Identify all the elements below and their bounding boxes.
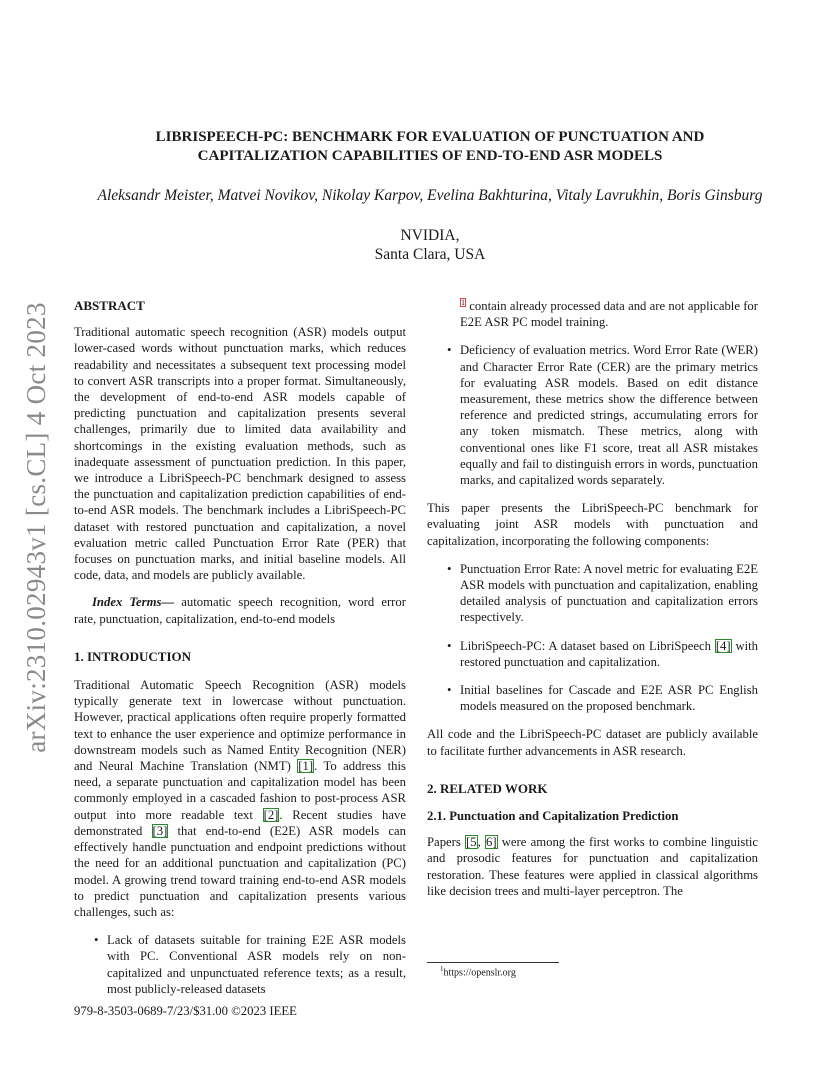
bullet-marker: • [447, 683, 452, 698]
intro-heading: 1. INTRODUCTION [74, 648, 192, 664]
index-terms [74, 594, 406, 626]
right-column [427, 298, 758, 899]
bullet-marker: • [447, 638, 452, 653]
challenge-list-continued [427, 298, 758, 488]
index-terms-label: Index Terms— [92, 595, 175, 610]
related-work-heading: 2. RELATED WORK [427, 780, 548, 796]
related-text-b: were among the first works to combine linguistic and prosodic features for punctuation and capitalization restoration. These features were applied in classical algorithms like decision trees and multi-layer perceptron. The [427, 835, 759, 898]
component-item-per [427, 561, 758, 626]
intro-text-b: . To address this need, a separate punctuation and capitalization model has been commonly employed in a cascaded fashion to post-process ASR output into more readable text [74, 759, 406, 822]
intro-text-a: Traditional Automatic Speech Recognition (ASR) models typically generate text in lowercase without punctuation. However, practical applications often require properly formatted text to enhance the user experience and optimize performance in downstream models such as Named Entity Recognition (NER) and Neural Machine Translation (NMT) [74, 678, 406, 774]
challenge-item-datasets-continued [427, 298, 758, 330]
citation-separator: , [477, 835, 485, 850]
citation-link-3[interactable]: [3] [152, 823, 168, 838]
intro-paragraph-1 [74, 677, 406, 920]
challenge-item-metrics [427, 342, 758, 488]
citation-link-5[interactable]: [5 [466, 835, 477, 850]
footnote [440, 965, 516, 978]
copyright-notice: 979-8-3503-0689-7/23/$31.00 ©2023 IEEE [74, 1004, 297, 1018]
citation-link-4[interactable]: [4] [715, 638, 731, 653]
citation-link-2[interactable]: [2] [263, 807, 279, 822]
component-dataset-text-b: with restored punctuation and capitalization. [460, 638, 758, 669]
citation-link-6[interactable]: 6] [485, 835, 497, 850]
challenge-item-datasets [74, 932, 406, 997]
challenge-datasets-text-end: contain already processed data and are not applicable for E2E ASR PC model training. [460, 299, 758, 330]
related-text-a: Papers [427, 835, 466, 850]
component-per-text: Punctuation Error Rate: A novel metric for evaluating E2E ASR models with punctuation and capitalization, enabling detailed analysis of punctuation and capitalization errors respectively. [460, 561, 758, 625]
affiliation-line-1: NVIDIA, [400, 227, 460, 244]
challenge-datasets-text: Lack of datasets suitable for training E2E ASR models with PC. Conventional ASR models rely on non-capitalized and unpunctuated reference texts; as a result, most publicly-released datasets [107, 933, 406, 996]
component-list [427, 561, 758, 715]
arxiv-identifier-stamp [16, 296, 56, 758]
affiliation [330, 226, 530, 264]
contributions-intro: This paper presents the LibriSpeech-PC benchmark for evaluating joint ASR models with punctuation and capitalization, incorporating the following components: [427, 501, 758, 548]
author-list: Aleksandr Meister, Matvei Novikov, Nikolay Karpov, Evelina Bakhturina, Vitaly Lavrukhin, Boris Ginsburg [97, 187, 763, 204]
availability-paragraph: All code and the LibriSpeech-PC dataset are publicly available to facilitate further advancements in ASR research. [427, 727, 758, 758]
bullet-marker: • [447, 561, 452, 576]
bullet-marker: • [94, 933, 99, 948]
component-dataset-text-a: LibriSpeech-PC: A dataset based on LibriSpeech [460, 638, 715, 653]
footnote-url[interactable]: https://openslr.org [443, 967, 516, 979]
arxiv-identifier-text: arXiv:2310.02943v1 [cs.CL] 4 Oct 2023 [20, 301, 51, 753]
citation-link-1[interactable]: [1] [298, 759, 314, 774]
paper-title: LIBRISPEECH-PC: BENCHMARK FOR EVALUATION OF PUNCTUATION AND CAPITALIZATION CAPABILITIES OF END-TO-END ASR MODELS [155, 129, 705, 164]
left-column [74, 298, 406, 997]
footnote-link[interactable]: 1 [461, 297, 465, 307]
intro-text-d: that end-to-end (E2E) ASR models can effectively handle punctuation and endpoint predictions without the need for an additional punctuation and capitalization (PC) model. A growing trend toward training end-to-end ASR models to predict punctuation and capitalization presents various challenges, such as: [74, 823, 406, 919]
subsection-heading: 2.1. Punctuation and Capitalization Prediction [427, 809, 679, 824]
abstract-body: Traditional automatic speech recognition (ASR) models output lower-cased words without punctuation marks, which reduces readability and necessitates a subsequent text processing model to convert ASR transcripts into a proper format. Simultaneously, the development of end-to-end ASR models capable of predicting punctuation and capitalization presents several challenges, primarily due to limited data availability and shortcomings in the existing evaluation methods, such as inadequate assessment of punctuation prediction. In this paper, we introduce a LibriSpeech-PC benchmark designed to assess the punctuation and capitalization prediction capabilities of end-to-end ASR models. The benchmark includes a LibriSpeech-PC dataset with restored punctuation and capitalization, a novel evaluation metric called Punctuation Error Rate (PER) that focuses on punctuation marks, and initial baseline models. All code, data, and models are publicly available. [74, 325, 406, 583]
bullet-marker: • [447, 343, 452, 358]
related-paragraph-1 [427, 834, 758, 899]
intro-text-c: . Recent studies have demonstrated [74, 807, 406, 838]
challenge-list [74, 932, 406, 997]
footnote-number: 1 [440, 965, 444, 973]
component-item-dataset [427, 638, 758, 670]
component-baselines-text: Initial baselines for Cascade and E2E ASR PC English models measured on the proposed benchmark. [460, 683, 758, 714]
abstract-heading: ABSTRACT [74, 298, 145, 313]
component-item-baselines [427, 682, 758, 714]
affiliation-line-2: Santa Clara, USA [374, 246, 486, 263]
footnote-divider [427, 962, 559, 963]
index-terms-text: automatic speech recognition, word error rate, punctuation, capitalization, end-to-end models [74, 595, 406, 626]
challenge-metrics-text: Deficiency of evaluation metrics. Word Error Rate (WER) and Character Error Rate (CER) are the primary metrics for evaluating ASR models. Based on edit distance measurement, these metrics show the difference between reference and predicted strings, accumulating errors for any token mismatch. These metrics, along with conventional ones like F1 score, treat all ASR mistakes equally and fail to distinguish errors in words, punctuation marks, and capitalized words separately. [460, 343, 758, 488]
